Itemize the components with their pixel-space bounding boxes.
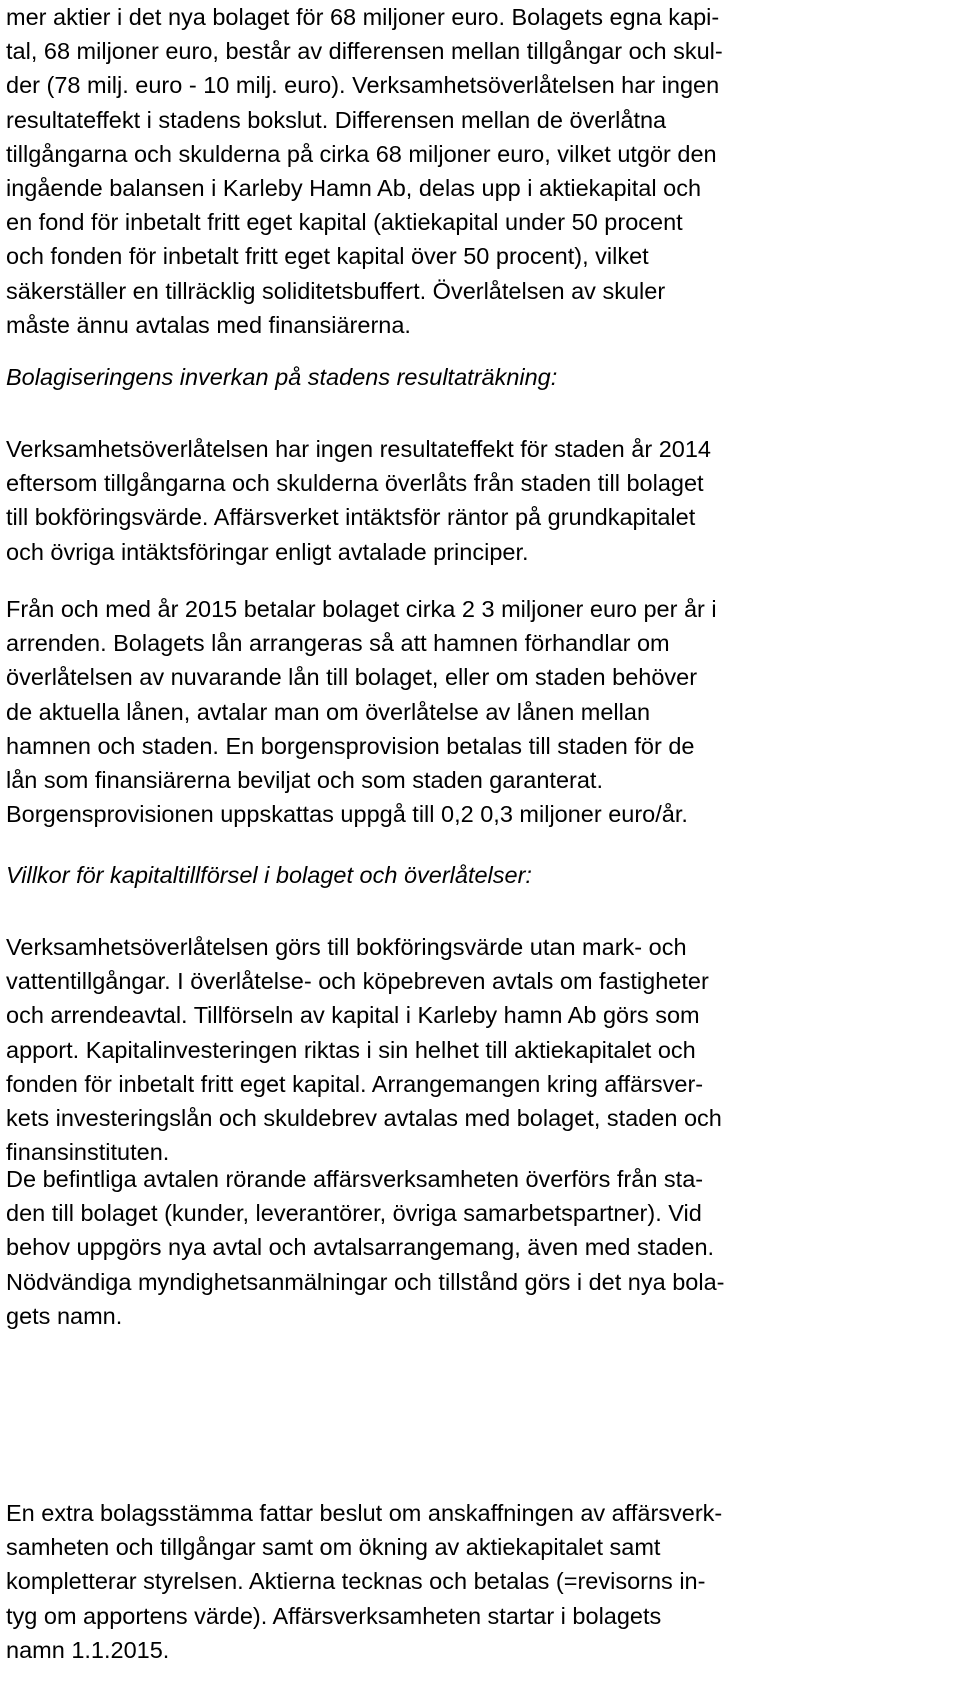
text-line: en fond för inbetalt fritt eget kapital (aktiekapital under 50 procent — [6, 209, 683, 236]
paragraph-existing-agreements — [6, 1162, 956, 1333]
text-line: och fonden för inbetalt fritt eget kapital över 50 procent), vilket — [6, 243, 649, 270]
heading-text: Villkor för kapitaltillförsel i bolaget och överlåtelser: — [6, 862, 532, 888]
text-line: der (78 milj. euro - 10 milj. euro). Verksamhetsöverlåtelsen har ingen — [6, 72, 720, 99]
text-line: apport. Kapitalinvesteringen riktas i sin helhet till aktiekapitalet och — [6, 1036, 696, 1063]
heading-text: Bolagiseringens inverkan på stadens resultaträkning: — [6, 364, 558, 390]
text-line: fonden för inbetalt fritt eget kapital. Arrangemangen kring affärsver- — [6, 1070, 704, 1097]
paragraph-transfer-terms — [6, 930, 956, 1169]
text-line: till bokföringsvärde. Affärsverket intäktsför räntor på grundkapitalet — [6, 504, 696, 531]
paragraph-company-equity — [6, 0, 956, 342]
text-line: tillgångarna och skulderna på cirka 68 miljoner euro, vilket utgör den — [6, 140, 717, 167]
text-line: resultateffekt i stadens bokslut. Differensen mellan de överlåtna — [6, 106, 667, 133]
text-line: kompletterar styrelsen. Aktierna tecknas och betalas (=revisorns in- — [6, 1568, 706, 1595]
text-line: Borgensprovisionen uppskattas uppgå till 0,2 0,3 miljoner euro/år. — [6, 801, 688, 828]
text-line: finansinstituten. — [6, 1139, 170, 1166]
text-line: namn 1.1.2015. — [6, 1636, 170, 1663]
text-line: lån som finansiärerna beviljat och som staden garanterat. — [6, 767, 603, 794]
text-line: hamnen och staden. En borgensprovision betalas till staden för de — [6, 732, 695, 759]
text-line: den till bolaget (kunder, leverantörer, övriga samarbetspartner). Vid — [6, 1200, 702, 1227]
text-line: säkerställer en tillräcklig soliditetsbuffert. Överlåtelsen av skuler — [6, 277, 666, 304]
text-line: kets investeringslån och skuldebrev avtalas med bolaget, staden och — [6, 1105, 722, 1132]
paragraph-lease-and-loans — [6, 592, 956, 831]
text-line: och övriga intäktsföringar enligt avtalade principer. — [6, 538, 529, 565]
text-line: ingående balansen i Karleby Hamn Ab, delas upp i aktiekapital och — [6, 175, 702, 202]
text-line: vattentillgångar. I överlåtelse- och köpebreven avtals om fastigheter — [6, 968, 709, 995]
text-line: måste ännu avtalas med finansiärerna. — [6, 311, 411, 338]
text-line: Från och med år 2015 betalar bolaget cirka 2 3 miljoner euro per år i — [6, 596, 717, 622]
text-line: Nödvändiga myndighetsanmälningar och tillstånd görs i det nya bola- — [6, 1268, 725, 1295]
text-line: de aktuella lånen, avtalar man om överlåtelse av lånen mellan — [6, 698, 651, 725]
text-line: arrenden. Bolagets lån arrangeras så att hamnen förhandlar om — [6, 630, 670, 657]
section-heading-income-statement — [6, 360, 956, 394]
text-line: och arrendeavtal. Tillförseln av kapital i Karleby hamn Ab görs som — [6, 1002, 700, 1029]
text-line: samheten och tillgångar samt om ökning av aktiekapitalet samt — [6, 1534, 661, 1561]
section-heading-capital-terms — [6, 858, 956, 892]
text-line: De befintliga avtalen rörande affärsverksamheten överförs från sta- — [6, 1166, 704, 1192]
text-line: gets namn. — [6, 1302, 123, 1329]
text-line: eftersom tillgångarna och skulderna överlåts från staden till bolaget — [6, 470, 704, 497]
paragraph-shareholders-meeting — [6, 1496, 956, 1667]
text-line: mer aktier i det nya bolaget för 68 miljoner euro. Bolagets egna kapi- — [6, 4, 720, 30]
text-line: tyg om apportens värde). Affärsverksamheten startar i bolagets — [6, 1602, 662, 1629]
text-line: En extra bolagsstämma fattar beslut om anskaffningen av affärsverk- — [6, 1500, 723, 1526]
text-line: Verksamhetsöverlåtelsen görs till bokföringsvärde utan mark- och — [6, 934, 687, 960]
text-line: Verksamhetsöverlåtelsen har ingen resultateffekt för staden år 2014 — [6, 436, 711, 462]
paragraph-no-result-effect — [6, 432, 956, 569]
text-line: tal, 68 miljoner euro, består av differensen mellan tillgångar och skul- — [6, 38, 723, 65]
text-line: överlåtelsen av nuvarande lån till bolaget, eller om staden behöver — [6, 664, 698, 691]
text-line: behov uppgörs nya avtal och avtalsarrangemang, även med staden. — [6, 1234, 715, 1261]
